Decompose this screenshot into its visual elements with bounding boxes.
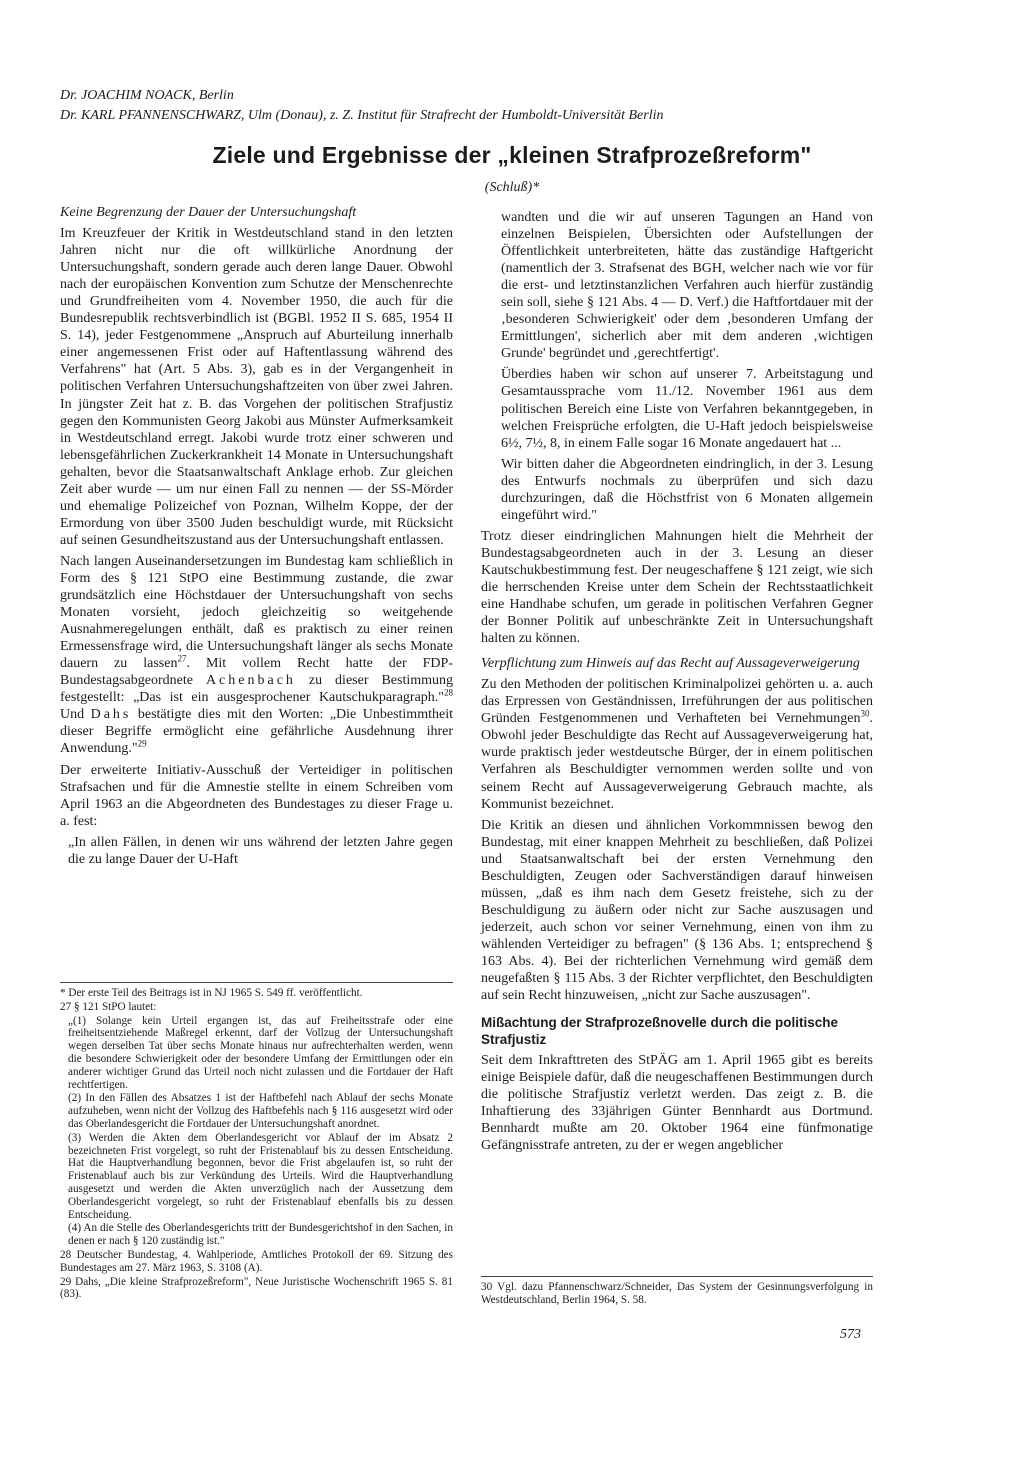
person-name: Achenbach — [205, 673, 296, 689]
footnote-28: 28 Deutscher Bundestag, 4. Wahlperiode, Amtliches Protokoll der 69. Sitzung des Bundestages am 27. März 1963, S. 3108 (A). — [60, 1248, 453, 1274]
article-title: Ziele und Ergebnisse der „kleinen Strafprozeßreform" — [212, 142, 812, 168]
footnote-ref: 27 — [177, 653, 187, 664]
paragraph: Seit dem Inkrafttreten des StPÄG am 1. April 1965 gibt es bereits einige Beispiele dafür, daß die neugeschaffenen Bestimmungen durch die politische Strafjustiz verletzt werden. Das zeigt z. B. die Inhaftierung des 33jährigen Günter Bennhardt aus Dortmund. Bennhardt mußte am 20. Oktober 1964 eine fünfmonatige Gefängnisstrafe antreten, zu der er wegen angeblicher — [481, 1053, 873, 1154]
footnote-27-4: (4) An die Stelle des Oberlandesgerichts tritt der Bundesgerichtshof in den Sachen, in denen er nach § 120 zuständig ist." — [68, 1222, 453, 1248]
footnote-29: 29 Dahs, „Die kleine Strafprozeßreform", Neue Juristische Wochenschrift 1965 S. 81 (83). — [60, 1275, 453, 1301]
footnote-30: 30 Vgl. dazu Pfannenschwarz/Schneider, Das System der Gesinnungsverfolgung in Westdeutschland, Berlin 1964, S. 58. — [481, 1281, 873, 1306]
right-column — [481, 209, 873, 1158]
quote-paragraph: Wir bitten daher die Abgeordneten eindringlich, in der 3. Lesung des Entwurfs nochmals zu überprüfen und sich dazu durchzuringen, daß die Höchstfrist von 6 Monaten allgemein eingeführt wird." — [501, 456, 873, 523]
footnote-ref: 30 — [860, 708, 870, 719]
paragraph: Im Kreuzfeuer der Kritik in Westdeutschland stand in den letzten Jahren nicht nur die oft willkürliche Anordnung der Untersuchungshaft, sondern gerade auch deren lange Dauer. Obwohl nach der europäischen Konvention zum Schutze der Menschenrechte und Grundfreiheiten vom 4. November 1950, die auch für die Bundesrepublik rechtsverbindlich ist (BGBl. 1952 II S. 685, 1954 II S. 14), jeder Festgenommene „Anspruch auf Aburteilung innerhalb einer angemessenen Frist oder auf Haftentlassung während des Verfahrens" hat (Art. 5 Abs. 3), gab es in der Vergangenheit in politischen Verfahren Untersuchungshaftzeiten von über zwei Jahren. In jüngster Zeit hat z. B. das Vorgehen der politischen Strafjustiz gegen den Kommunisten Georg Jakobi aus Münster Aufmerksamkeit in Westdeutschland erregt. Jakobi wurde trotz einer schweren und lebensgefährlichen Zuckerkrankheit 14 Monate in Untersuchungshaft gehalten, bevor die Staatsanwaltschaft Anklage erhob. Zur gleichen Zeit aber wurde — um nur einen Fall zu nennen — der SS-Mörder und ehemalige Polizeichef von Poznan, Wilhelm Koppe, der der Ermordung von über 3500 Juden beschuldigt wurde, mit Rücksicht auf seinen Gesundheitszustand aus der Untersuchungshaft entlassen. — [60, 226, 453, 548]
footnotes-left — [60, 982, 453, 1302]
paragraph: Der erweiterte Initiativ-Ausschuß der Verteidiger in politischen Strafsachen und für die Amnestie stellte in einem Schreiben vom April 1963 an die Abgeordneten des Bundestages zu dieser Frage u. a. fest: — [60, 762, 453, 829]
footnote-ref: 29 — [137, 738, 147, 749]
section-heading-strafjustiz: Mißachtung der Strafprozeßnovelle durch die politische Strafjustiz — [481, 1015, 839, 1048]
person-name: Dahs — [90, 707, 132, 723]
quote-paragraph: wandten und die wir auf unseren Tagungen an Hand von einzelnen Beispielen, Übersichten oder Aufstellungen der Öffentlichkeit unterbreiteten, hätte das zuständige Haftgericht (namentlich der 3. Strafsenat des BGH, welcher nach wie vor für die erst- und letztinstanzlichen Verfahren auch hierfür zuständig sein soll, siehe § 121 Abs. 4 — D. Verf.) die Haftfortdauer mit der ‚besonderen Schwierigkeit' oder dem ‚besonderen Umfang der Ermittlungen', sicherlich aber mit dem anderen ‚wichtigen Grunde' begründet und ‚gerechtfertigt'. — [501, 210, 873, 362]
footnote-ref: 28 — [444, 687, 453, 698]
footnote-27-3: (3) Werden die Akten dem Oberlandesgericht vor Ablauf der im Absatz 2 bezeichneten Frist vorgelegt, so ruht der Fristenablauf bis zu dessen Entscheidung. Hat die Hauptverhandlung begonnen, bevor die Frist abgelaufen ist, so ruht der Fristenablauf auch bis zur Verkündung des Urteils. Wird die Hauptverhandlung ausgesetzt und werden die Akten unverzüglich nach der Aussetzung dem Oberlandesgericht vorgelegt, so ruht der Fristenablauf ebenfalls bis zu dessen Entscheidung. — [68, 1131, 453, 1221]
author-line-1: Dr. JOACHIM NOACK, Berlin — [60, 88, 234, 103]
footnote-27-2: (2) In den Fällen des Absatzes 1 ist der Haftbefehl nach Ablauf der sechs Monate aufzuheben, wenn nicht der Vollzug des Haftbefehls nach § 116 ausgesetzt wird oder das Oberlandesgericht die Fortdauer der Untersuchungshaft anordnet. — [68, 1092, 453, 1130]
left-column — [60, 204, 453, 872]
quote-paragraph: Überdies haben wir schon auf unserer 7. Arbeitstagung und Gesamtaussprache vom 11./12. November 1961 aus dem politischen Bereich eine Liste von Verfahren bekanntgegeben, in welchen Freisprüche erfolgten, die U-Haft jedoch beispielsweise 6½, 7½, 8, in einem Falle sogar 16 Monate angedauert hat ... — [501, 367, 873, 451]
quote-paragraph: „In allen Fällen, in denen wir uns während der letzten Jahre gegen die zu lange Dauer der U-Haft — [68, 834, 453, 867]
page-number: 573 — [840, 1327, 861, 1342]
footnotes-right — [481, 1276, 873, 1307]
footnote-star: * Der erste Teil des Beitrags ist in NJ 1965 S. 549 ff. veröffentlicht. — [60, 987, 363, 999]
section-heading-aussageverweigerung: Verpflichtung zum Hinweis auf das Recht auf Aussageverweigerung — [481, 656, 860, 672]
article-subtitle: (Schluß)* — [484, 180, 540, 195]
footnote-27-1: „(1) Solange kein Urteil ergangen ist, das auf Freiheitsstrafe oder eine freiheitsentziehende Maßregel erkennt, darf der Vollzug der Untersuchungshaft wegen derselben Tat über sechs Monate hinaus nur aufrechterhalten werden, wenn die besondere Schwierigkeit oder der besondere Umfang der Ermittlungen oder ein anderer wichtiger Grund das Urteil noch nicht zulassen und die Fortdauer der Haft rechtfertigen. — [68, 1014, 453, 1091]
paragraph: Nach langen Auseinandersetzungen im Bundestag kam schließlich in Form des § 121 StPO eine Bestimmung zustande, die zwar grundsätzlich eine Höchstdauer der Untersuchungshaft von sechs Monaten vorsieht, jedoch gleichzeitig so weitgehende Ausnahmeregelungen enthält, daß es praktisch zu einer reinen Ermessensfrage wird, die Untersuchungshaft länger als sechs Monate dauern zu lassen$^{27}$. Mit vollem Recht hatte der FDP-Bundestagsabgeordnete Achenbach zu dieser Bestimmung festgestellt: „Das ist ein ausgesprochener Kautschukparagraph."$^{28}$ Und Dahs bestätigte dies mit den Worten: „Die Unbestimmtheit dieser Begriffe ermöglicht eine gefährliche Ausdehnung ihrer Anwendung."$^{29}$ — [60, 553, 454, 757]
paragraph: Trotz dieser eindringlichen Mahnungen hielt die Mehrheit der Bundestagsabgeordneten auch in der 3. Lesung an dieser Kautschukbestimmung fest. Der neugeschaffene § 121 zeigt, wie sich die herrschenden Kreise unter dem Schein der Rechtsstaatlichkeit eine Handhabe schufen, um gerade in politischen Verfahren Gegner der Bonner Politik auf unbeschränkte Zeit in Untersuchungshaft halten zu können. — [481, 528, 873, 647]
section-heading-untersuchungshaft: Keine Begrenzung der Dauer der Untersuchungshaft — [60, 205, 357, 220]
paragraph: Zu den Methoden der politischen Kriminalpolizei gehörten u. a. auch das Erpressen von Geständnissen, Irreführungen der aus politischen Gründen Festgenommenen und Verhafteten bei Vernehmungen$^{30}$. Obwohl jeder Beschuldigte das Recht auf Aussageverweigerung hat, wurde praktisch jeder westdeutsche Bürger, der in einem politischen Verfahren als Beschuldigter vernommen werden sollte und von seinem Recht auf Aussageverweigerung Gebrauch machte, als Kommunist bezeichnet. — [481, 677, 873, 812]
author-block — [60, 86, 880, 126]
paragraph: Die Kritik an diesen und ähnlichen Vorkommnissen bewog den Bundestag, mit einer knappen Mehrheit zu beschließen, daß Polizei und Staatsanwaltschaft bei der ersten Vernehmung den Beschuldigten, Zeugen oder Sachverständigen darauf hinweisen müssen, „daß es ihm nach dem Gesetz freistehe, sich zu der Beschuldigung zu äußern oder nicht zur Sache auszusagen und jederzeit, auch schon vor seiner Vernehmung, einen von ihm zu wählenden Verteidiger zu befragen" (§ 136 Abs. 1; entsprechend § 163 Abs. 4). Bei der richterlichen Vernehmung wird gemäß dem neugefaßten § 115 Abs. 3 der Richter verpflichtet, den Beschuldigten auf sein Recht hinzuweisen, „nicht zur Sache auszusagen". — [481, 817, 873, 1004]
author-line-2: Dr. KARL PFANNENSCHWARZ, Ulm (Donau), z. Z. Institut für Strafrecht der Humboldt-Universität Berlin — [60, 108, 664, 123]
footnote-27-head: 27 § 121 StPO lautet: — [60, 1000, 157, 1013]
